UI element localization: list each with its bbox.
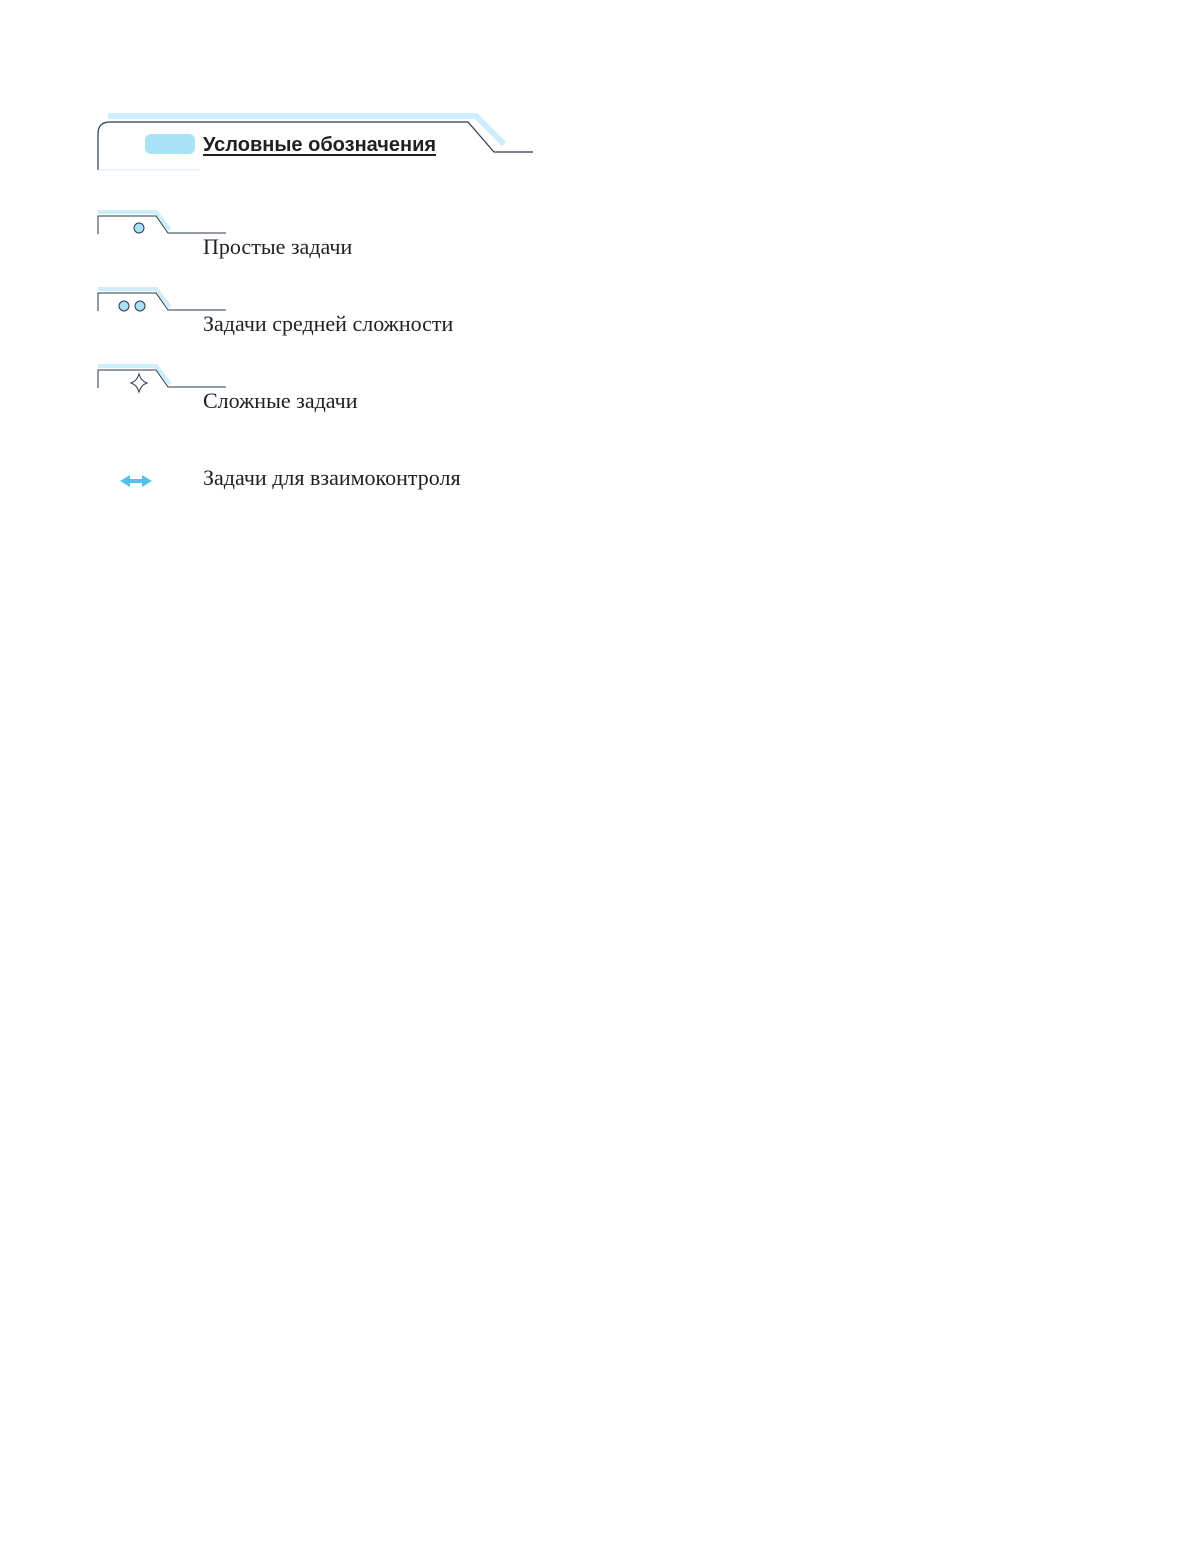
legend-item-label: Задачи для взаимоконтроля — [203, 465, 461, 490]
legend-item-label: Задачи средней сложности — [203, 311, 454, 336]
legend-item-label: Простые задачи — [203, 234, 353, 259]
legend-header — [96, 112, 536, 174]
legend-item-medium — [96, 287, 596, 347]
legend-title: Условные обозначения — [203, 134, 437, 156]
legend-item-simple — [96, 210, 596, 270]
double-arrow-icon — [118, 474, 154, 488]
header-accent-pill — [145, 134, 195, 154]
legend-item-label: Сложные задачи — [203, 388, 358, 413]
legend-item-complex — [96, 364, 596, 424]
legend-item-mutual-control — [96, 441, 596, 501]
